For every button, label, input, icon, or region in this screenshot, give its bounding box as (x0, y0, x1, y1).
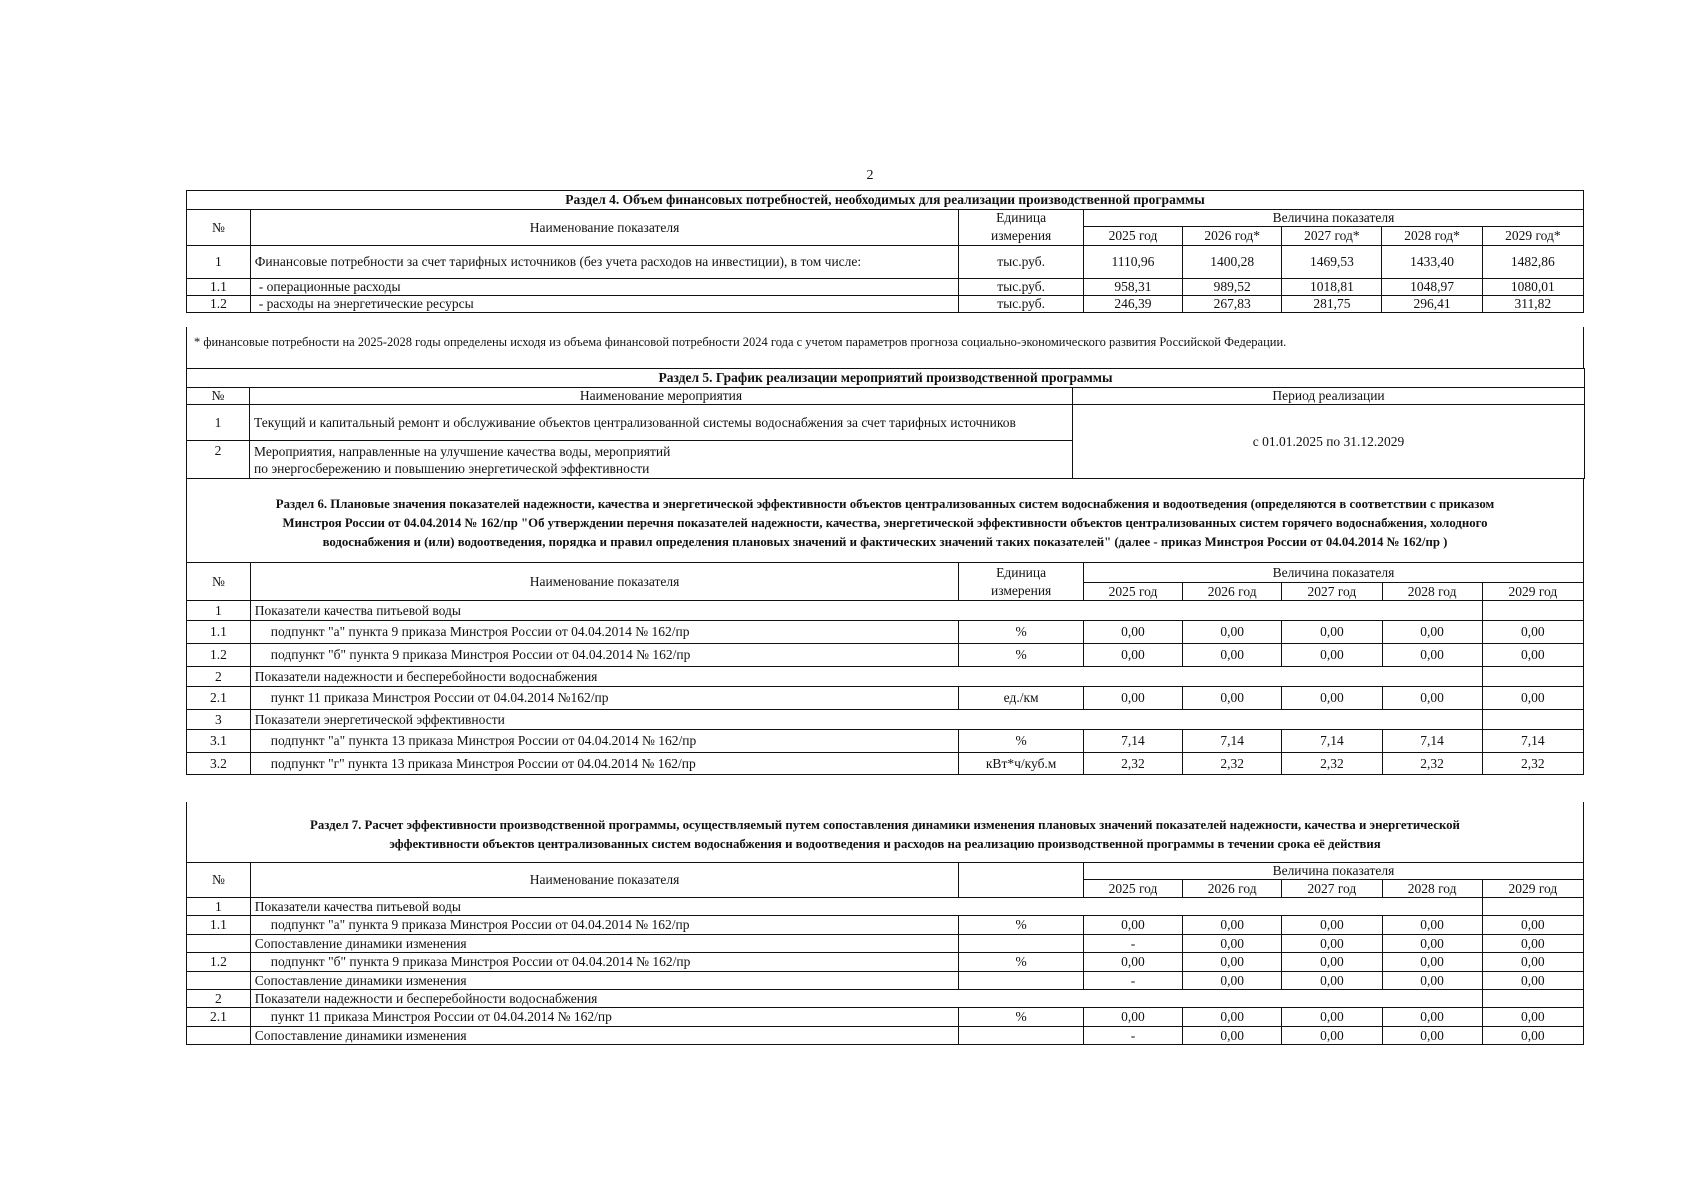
row-value: 0,00 (1282, 644, 1382, 667)
group-row (187, 667, 1584, 687)
row-value: 0,00 (1282, 935, 1382, 953)
year-header: 2028 год* (1382, 227, 1482, 246)
col-header-no: № (187, 210, 251, 246)
row-value: 0,00 (1183, 972, 1282, 990)
row-value: 0,00 (1083, 621, 1182, 644)
row-value: 0,00 (1183, 621, 1282, 644)
col-header-event: Наименование мероприятия (250, 388, 1073, 405)
table-row (187, 644, 1584, 667)
row-name: подпункт "б" пункта 9 приказа Минстроя России от 04.04.2014 № 162/пр (250, 953, 959, 972)
row-value: 2,32 (1282, 753, 1382, 775)
group-name: Показатели надежности и бесперебойности водоснабжения (250, 667, 959, 687)
section7-title-line: эффективности объектов централизованных систем водоснабжения и водоотведения и расходов на реализацию производственной программы в течении срока её действия (389, 837, 1381, 851)
row-number (187, 1027, 251, 1045)
row-value: 0,00 (1282, 916, 1382, 935)
row-value: 0,00 (1382, 972, 1482, 990)
row-value: 0,00 (1083, 644, 1182, 667)
col-header-no: № (187, 563, 251, 601)
table-row (187, 687, 1584, 710)
row-value: 0,00 (1083, 1008, 1182, 1027)
table-row (187, 621, 1584, 644)
year-header: 2026 год* (1183, 227, 1282, 246)
row-value: 267,83 (1183, 296, 1282, 313)
table-row (187, 1008, 1584, 1027)
row-number: 1 (187, 405, 250, 441)
year-header: 2028 год (1382, 583, 1482, 601)
group-name: Показатели качества питьевой воды (250, 898, 959, 916)
group-row (187, 898, 1584, 916)
period-cell: с 01.01.2025 по 31.12.2029 (1073, 405, 1585, 479)
row-value: 0,00 (1382, 916, 1482, 935)
row-value: 0,00 (1282, 1008, 1382, 1027)
row-number: 1 (187, 601, 251, 621)
section6-title (186, 495, 1584, 552)
row-value: 958,31 (1083, 279, 1182, 296)
row-value: 7,14 (1083, 730, 1182, 753)
row-unit: ед./км (959, 687, 1084, 710)
row-value: 0,00 (1282, 687, 1382, 710)
row-value: 0,00 (1183, 916, 1282, 935)
col-header-value: Величина показателя (1083, 563, 1583, 583)
row-value: 2,32 (1482, 753, 1583, 775)
row-value: 2,32 (1083, 753, 1182, 775)
row-value: 0,00 (1482, 916, 1583, 935)
row-value: 0,00 (1083, 916, 1182, 935)
row-value: 7,14 (1382, 730, 1482, 753)
row-value: 0,00 (1382, 935, 1482, 953)
table-row (187, 279, 1584, 296)
row-number: 3.1 (187, 730, 251, 753)
section6-title-line: водоснабжения и (или) водоотведения, порядка и правил определения плановых значений и фактических значений таких показателей" (далее - приказ Минстроя России от 04.04.2014 № 162/пр ) (322, 535, 1448, 549)
row-number: 2.1 (187, 687, 251, 710)
row-value: 0,00 (1482, 621, 1583, 644)
row-value: 0,00 (1482, 644, 1583, 667)
section7-table (186, 862, 1584, 1045)
row-name: подпункт "а" пункта 13 приказа Минстроя России от 04.04.2014 № 162/пр (250, 730, 959, 753)
col-header-unit: Единица (959, 210, 1084, 227)
row-name: - расходы на энергетические ресурсы (250, 296, 959, 313)
group-filler (959, 667, 1482, 687)
row-value: 0,00 (1382, 621, 1482, 644)
row-name: Сопоставление динамики изменения (250, 935, 959, 953)
group-filler (959, 710, 1482, 730)
row-unit (959, 935, 1084, 953)
section7-title (186, 816, 1584, 854)
row-value: 0,00 (1382, 687, 1482, 710)
col-header-no: № (187, 863, 251, 898)
row-unit: тыс.руб. (959, 246, 1084, 279)
row-value: 0,00 (1382, 644, 1482, 667)
section4-footnote: * финансовые потребности на 2025-2028 годы определены исходя из объема финансовой потребности 2024 года с учетом параметров прогноза социально-экономического развития Российской Федерации. (194, 335, 1287, 349)
year-header: 2029 год* (1482, 227, 1583, 246)
row-value: 0,00 (1183, 644, 1282, 667)
col-header-unit-2: измерения (959, 227, 1084, 246)
row-value: 2,32 (1183, 753, 1282, 775)
year-header: 2027 год* (1282, 227, 1382, 246)
row-number (187, 972, 251, 990)
row-number: 1.1 (187, 621, 251, 644)
row-value: 1400,28 (1183, 246, 1282, 279)
row-value: 1482,86 (1482, 246, 1583, 279)
row-name: Сопоставление динамики изменения (250, 1027, 959, 1045)
group-filler (959, 990, 1482, 1008)
section6-table (186, 562, 1584, 775)
col-header-unit: Единица (959, 563, 1084, 583)
row-name: - операционные расходы (250, 279, 959, 296)
section5-title: Раздел 5. График реализации мероприятий производственной программы (187, 369, 1585, 388)
row-name-line: по энергосбережению и повышению энергетической эффективности (254, 460, 650, 476)
row-number: 2 (187, 990, 251, 1008)
row-unit (959, 1027, 1084, 1045)
year-header: 2025 год (1083, 583, 1182, 601)
row-number: 1.2 (187, 296, 251, 313)
section6-title-line: Раздел 6. Плановые значения показателей надежности, качества и энергетической эффективности объектов централизованных систем водоснабжения и водоотведения (определяются в соответствии с приказом (275, 497, 1495, 511)
row-unit: % (959, 916, 1084, 935)
row-value: 0,00 (1382, 953, 1482, 972)
row-number: 1.1 (187, 279, 251, 296)
row-value: 281,75 (1282, 296, 1382, 313)
row-value: 311,82 (1482, 296, 1583, 313)
row-value: 1469,53 (1282, 246, 1382, 279)
year-header: 2025 год (1083, 227, 1182, 246)
group-filler-end (1482, 990, 1583, 1008)
row-name: подпункт "г" пункта 13 приказа Минстроя России от 04.04.2014 № 162/пр (250, 753, 959, 775)
row-value: 246,39 (1083, 296, 1182, 313)
group-filler (959, 601, 1482, 621)
row-value: 0,00 (1183, 687, 1282, 710)
row-number (187, 935, 251, 953)
section7-title-line: Раздел 7. Расчет эффективности производственной программы, осуществляемый путем сопоставления динамики изменения плановых значений показателей надежности, качества и энергетической (310, 818, 1460, 832)
row-value: 0,00 (1282, 621, 1382, 644)
row-unit: % (959, 621, 1084, 644)
row-value: 1080,01 (1482, 279, 1583, 296)
row-value: 989,52 (1183, 279, 1282, 296)
col-header-name: Наименование показателя (250, 563, 959, 601)
row-unit (959, 972, 1084, 990)
row-value: 7,14 (1183, 730, 1282, 753)
row-number: 3.2 (187, 753, 251, 775)
row-value: 2,32 (1382, 753, 1482, 775)
page-number: 2 (866, 168, 874, 183)
col-header-unit-empty (959, 863, 1084, 898)
table-row (187, 730, 1584, 753)
row-name-line: Мероприятия, направленные на улучшение качества воды, мероприятий (254, 443, 671, 459)
compare-row (187, 972, 1584, 990)
row-value: 1018,81 (1282, 279, 1382, 296)
row-value: 1433,40 (1382, 246, 1482, 279)
row-value: 1048,97 (1382, 279, 1482, 296)
row-value: 0,00 (1482, 935, 1583, 953)
row-number: 1.1 (187, 916, 251, 935)
row-name: Финансовые потребности за счет тарифных источников (без учета расходов на инвестиции), в том числе: (250, 246, 959, 279)
row-name: подпункт "б" пункта 9 приказа Минстроя России от 04.04.2014 № 162/пр (250, 644, 959, 667)
row-value: 0,00 (1482, 687, 1583, 710)
row-name: пункт 11 приказа Минстроя России от 04.04.2014 № 162/пр (250, 1008, 959, 1027)
col-header-name: Наименование показателя (250, 863, 959, 898)
row-unit: тыс.руб. (959, 279, 1084, 296)
row-value: 0,00 (1482, 972, 1583, 990)
row-value: 0,00 (1482, 1008, 1583, 1027)
group-filler-end (1482, 667, 1583, 687)
row-value: 0,00 (1482, 953, 1583, 972)
group-filler-end (1482, 898, 1583, 916)
row-value: 0,00 (1282, 972, 1382, 990)
row-unit: кВт*ч/куб.м (959, 753, 1084, 775)
row-number: 2 (187, 667, 251, 687)
group-filler-end (1482, 710, 1583, 730)
year-header: 2027 год (1282, 583, 1382, 601)
group-row (187, 990, 1584, 1008)
year-header: 2026 год (1183, 583, 1282, 601)
row-value: 7,14 (1282, 730, 1382, 753)
row-value: 7,14 (1482, 730, 1583, 753)
col-header-period: Период реализации (1073, 388, 1585, 405)
table-row (187, 753, 1584, 775)
group-name: Показатели качества питьевой воды (250, 601, 959, 621)
section4-table (186, 190, 1584, 313)
row-number: 1 (187, 898, 251, 916)
row-value: 0,00 (1482, 1027, 1583, 1045)
row-value: 0,00 (1382, 1008, 1482, 1027)
row-value: 0,00 (1282, 953, 1382, 972)
compare-row (187, 1027, 1584, 1045)
row-number: 1.2 (187, 644, 251, 667)
year-header: 2027 год (1282, 880, 1382, 898)
group-filler (959, 898, 1482, 916)
col-header-no: № (187, 388, 250, 405)
row-value: 296,41 (1382, 296, 1482, 313)
row-unit: тыс.руб. (959, 296, 1084, 313)
group-name: Показатели надежности и бесперебойности водоснабжения (250, 990, 959, 1008)
row-value: 0,00 (1183, 935, 1282, 953)
row-value: 0,00 (1083, 687, 1182, 710)
table-row (187, 405, 1585, 441)
year-header: 2029 год (1482, 880, 1583, 898)
year-header: 2025 год (1083, 880, 1182, 898)
row-name: Текущий и капитальный ремонт и обслуживание объектов централизованной системы водоснабжения за счет тарифных источников (250, 405, 1073, 441)
row-value: - (1083, 935, 1182, 953)
row-value: 0,00 (1083, 953, 1182, 972)
table-row (187, 296, 1584, 313)
col-header-value: Величина показателя (1083, 863, 1583, 880)
col-header-unit-2: измерения (959, 583, 1084, 601)
row-value: 0,00 (1282, 1027, 1382, 1045)
row-number: 2 (187, 441, 250, 479)
group-row (187, 710, 1584, 730)
row-number: 1.2 (187, 953, 251, 972)
row-value: - (1083, 1027, 1182, 1045)
row-unit: % (959, 953, 1084, 972)
row-value: 0,00 (1183, 1008, 1282, 1027)
section6-title-line: Минстроя России от 04.04.2014 № 162/пр "Об утверждении перечня показателей надежности, качества, энергетической эффективности объектов централизованных систем горячего водоснабжения, холодного (282, 516, 1488, 530)
table-row (187, 953, 1584, 972)
section5-table (186, 368, 1585, 479)
row-number: 3 (187, 710, 251, 730)
row-value: 0,00 (1382, 1027, 1482, 1045)
table-row (187, 916, 1584, 935)
row-number: 2.1 (187, 1008, 251, 1027)
compare-row (187, 935, 1584, 953)
row-value: - (1083, 972, 1182, 990)
row-value: 0,00 (1183, 953, 1282, 972)
row-unit: % (959, 730, 1084, 753)
col-header-name: Наименование показателя (250, 210, 959, 246)
group-filler-end (1482, 601, 1583, 621)
row-name: подпункт "а" пункта 9 приказа Минстроя России от 04.04.2014 № 162/пр (250, 621, 959, 644)
group-name: Показатели энергетической эффективности (250, 710, 959, 730)
row-value: 1110,96 (1083, 246, 1182, 279)
row-value: 0,00 (1183, 1027, 1282, 1045)
year-header: 2028 год (1382, 880, 1482, 898)
row-unit: % (959, 644, 1084, 667)
col-header-value: Величина показателя (1083, 210, 1583, 227)
row-unit: % (959, 1008, 1084, 1027)
row-name: Сопоставление динамики изменения (250, 972, 959, 990)
row-name: пункт 11 приказа Минстроя России от 04.04.2014 №162/пр (250, 687, 959, 710)
section4-title: Раздел 4. Объем финансовых потребностей, необходимых для реализации производственной программы (187, 191, 1584, 210)
row-number: 1 (187, 246, 251, 279)
row-name: подпункт "а" пункта 9 приказа Минстроя России от 04.04.2014 № 162/пр (250, 916, 959, 935)
year-header: 2029 год (1482, 583, 1583, 601)
table-row (187, 246, 1584, 279)
group-row (187, 601, 1584, 621)
year-header: 2026 год (1183, 880, 1282, 898)
